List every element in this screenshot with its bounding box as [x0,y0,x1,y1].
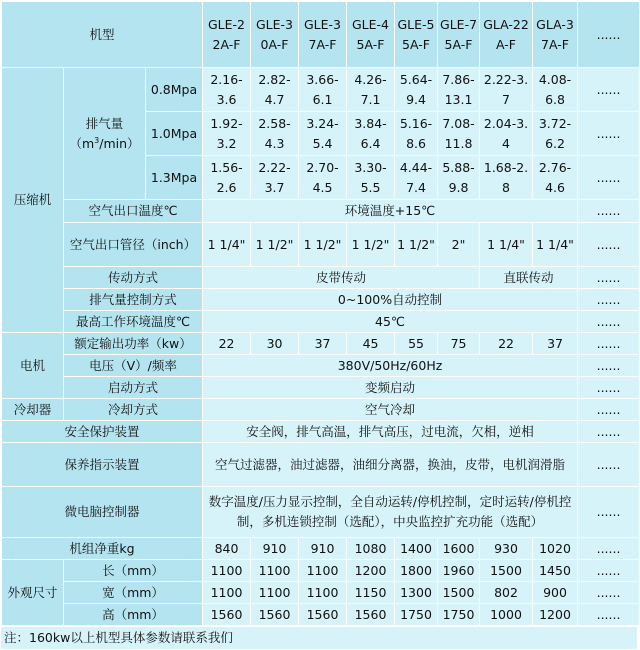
table-cell: 75 [438,333,480,355]
table-cell: 45 [347,333,395,355]
table-cell: 910 [251,538,299,560]
table-cell: 4.26-7.1 [347,68,395,112]
table-cell: 1 1/4" [480,223,533,267]
table-cell: 7.86-13.1 [438,68,480,112]
table-cell: 2" [438,223,480,267]
table-cell: ...... [578,538,640,560]
maintenance-value: 空气过滤器，油过滤器，油细分离器，换油，皮带，电机润滑脂 [203,443,578,487]
table-cell: 1800 [395,560,438,582]
table-cell: 2.16-3.6 [203,68,251,112]
table-cell: 30 [251,333,299,355]
motor-power-label: 额定输出功率（kw） [64,333,203,355]
table-cell: ...... [578,443,640,487]
table-cell: 3.24-5.4 [299,112,347,156]
table-cell: ...... [578,289,640,311]
table-cell: 22 [203,333,251,355]
flow-label [64,68,146,200]
table-row [2,538,640,560]
pressure-label: 0.8Mpa [146,68,203,112]
table-cell: 1 1/2" [395,223,438,267]
table-cell: 37 [299,333,347,355]
table-cell: ...... [578,68,640,112]
compressor-group-label: 压缩机 [2,68,64,333]
cooling-method-value: 空气冷却 [203,399,578,421]
table-cell: 1.68-2.8 [480,156,533,200]
dimensions-group-label: 外观尺寸 [2,560,64,626]
table-cell: 1560 [203,604,251,626]
model-name: GLA-22A-F [480,2,533,68]
table-cell: 910 [299,538,347,560]
table-cell: 1100 [251,560,299,582]
table-cell: 1 1/2" [299,223,347,267]
table-cell: ...... [578,399,640,421]
table-cell: ...... [578,582,640,604]
table-row [2,582,640,604]
transmission-belt-value: 皮带传动 [203,267,480,289]
table-cell: ...... [578,267,640,289]
table-cell: 1560 [347,604,395,626]
table-cell: ...... [578,223,640,267]
start-value: 变频启动 [203,377,578,399]
table-cell: 5.16-8.6 [395,112,438,156]
flow-label-unit-sup: 3 [94,135,100,145]
controller-value: 数字温度/压力显示控制，全自动运转/停机控制，定时运转/停机控制，多机连锁控制（选配），中央监控扩充功能（选配） [203,487,578,538]
dimension-label: 长（mm） [64,560,203,582]
table-cell: 1450 [533,560,578,582]
table-row [2,289,640,311]
table-cell: 55 [395,333,438,355]
table-cell: 2.58-4.3 [251,112,299,156]
table-cell: 1 1/4" [203,223,251,267]
model-name: GLE-45A-F [347,2,395,68]
table-cell: 2.82-4.7 [251,68,299,112]
table-cell: ...... [578,377,640,399]
table-cell: 4.08-6.8 [533,68,578,112]
controller-label: 微电脑控制器 [2,487,203,538]
table-cell: 3.30-5.5 [347,156,395,200]
max-env-temp-label: 最高工作环境温度℃ [64,311,203,333]
table-cell: 3.72-6.2 [533,112,578,156]
spec-table [1,1,640,626]
header-row [2,2,640,68]
cooling-method-label: 冷却方式 [64,399,203,421]
dimension-label: 宽（mm） [64,582,203,604]
table-cell: ...... [578,421,640,443]
table-cell: 1560 [251,604,299,626]
table-cell: 1 1/2" [347,223,395,267]
table-cell: 5.64-9.4 [395,68,438,112]
table-cell: 3.84-6.4 [347,112,395,156]
transmission-direct-value: 直联传动 [480,267,578,289]
table-row [2,399,640,421]
model-name: GLE-22A-F [203,2,251,68]
table-cell: ...... [578,200,640,223]
table-cell: 1150 [347,582,395,604]
outlet-pipe-label: 空气出口管径（inch） [64,223,203,267]
table-cell: ...... [578,355,640,377]
max-env-temp-value: 45℃ [203,311,578,333]
motor-group-label: 电机 [2,333,64,399]
footnote: 注：160kw以上机型具体参数请联系我们 [0,626,638,650]
table-row [2,311,640,333]
table-cell: 1.92-3.2 [203,112,251,156]
table-cell: 1000 [480,604,533,626]
table-cell: ...... [578,560,640,582]
table-cell: 3.66-6.1 [299,68,347,112]
transmission-label: 传动方式 [64,267,203,289]
table-cell: 4.44-7.4 [395,156,438,200]
model-name: GLE-37A-F [299,2,347,68]
flow-control-label: 排气量控制方式 [64,289,203,311]
model-label: 机型 [2,2,203,68]
table-cell: 1960 [438,560,480,582]
table-cell: 802 [480,582,533,604]
table-cell: 1300 [395,582,438,604]
table-cell: 1100 [299,560,347,582]
table-cell: 1500 [438,582,480,604]
start-label: 启动方式 [64,377,203,399]
table-cell: 1600 [438,538,480,560]
table-cell: ...... [578,311,640,333]
table-cell: 1400 [395,538,438,560]
table-cell: 900 [533,582,578,604]
safety-label: 安全保护装置 [2,421,203,443]
flow-label-top: 排气量 [85,115,124,131]
model-name: GLE-30A-F [251,2,299,68]
table-row [2,267,640,289]
table-cell: 37 [533,333,578,355]
table-cell: 1100 [203,582,251,604]
table-cell: 1100 [203,560,251,582]
pressure-label: 1.0Mpa [146,112,203,156]
table-cell: 2.04-3.4 [480,112,533,156]
table-row [2,333,640,355]
maintenance-label: 保养指示装置 [2,443,203,487]
flow-label-unit-post: /min） [99,135,140,151]
table-row [2,560,640,582]
table-cell: ...... [578,112,640,156]
table-cell: 1.56-2.6 [203,156,251,200]
table-cell: ...... [578,333,640,355]
table-cell: 2.70-4.5 [299,156,347,200]
table-cell: 22 [480,333,533,355]
table-cell: 1100 [299,582,347,604]
table-cell: 1 1/4" [533,223,578,267]
flow-label-unit-pre: （m [69,135,95,151]
model-name: GLE-55A-F [395,2,438,68]
voltage-value: 380V/50Hz/60Hz [203,355,578,377]
table-cell: 1750 [395,604,438,626]
cooler-group-label: 冷却器 [2,399,64,421]
table-row [2,421,640,443]
model-name: ...... [578,2,640,68]
table-cell: 1500 [480,560,533,582]
table-cell: 1750 [438,604,480,626]
table-cell: 1 1/2" [251,223,299,267]
table-cell: 1200 [347,560,395,582]
table-cell: 7.08-11.8 [438,112,480,156]
table-row [2,223,640,267]
table-cell: 840 [203,538,251,560]
table-cell: 1020 [533,538,578,560]
table-row [2,200,640,223]
table-cell: 930 [480,538,533,560]
model-name: GLA-37A-F [533,2,578,68]
table-cell: 2.22-3.7 [251,156,299,200]
table-cell: ...... [578,604,640,626]
outlet-temp-value: 环境温度+15℃ [203,200,578,223]
pressure-label: 1.3Mpa [146,156,203,200]
table-cell: 2.22-3.7 [480,68,533,112]
voltage-label: 电压（V）/频率 [64,355,203,377]
table-cell: 1200 [533,604,578,626]
safety-value: 安全阀，排气高温，排气高压，过电流，欠相，逆相 [203,421,578,443]
table-cell: 2.76-4.6 [533,156,578,200]
dimension-label: 高（mm） [64,604,203,626]
table-cell: 1560 [299,604,347,626]
model-name: GLE-75A-F [438,2,480,68]
table-row [2,377,640,399]
weight-label: 机组净重kg [2,538,203,560]
flow-control-value: 0~100%自动控制 [203,289,578,311]
table-row [2,443,640,487]
table-cell: ...... [578,156,640,200]
outlet-temp-label: 空气出口温度℃ [64,200,203,223]
table-row [2,487,640,538]
table-cell: 5.88-9.8 [438,156,480,200]
table-row [2,68,640,112]
table-row [2,355,640,377]
table-cell: ...... [578,487,640,538]
table-row [2,604,640,626]
table-cell: 1080 [347,538,395,560]
table-cell: 1100 [251,582,299,604]
